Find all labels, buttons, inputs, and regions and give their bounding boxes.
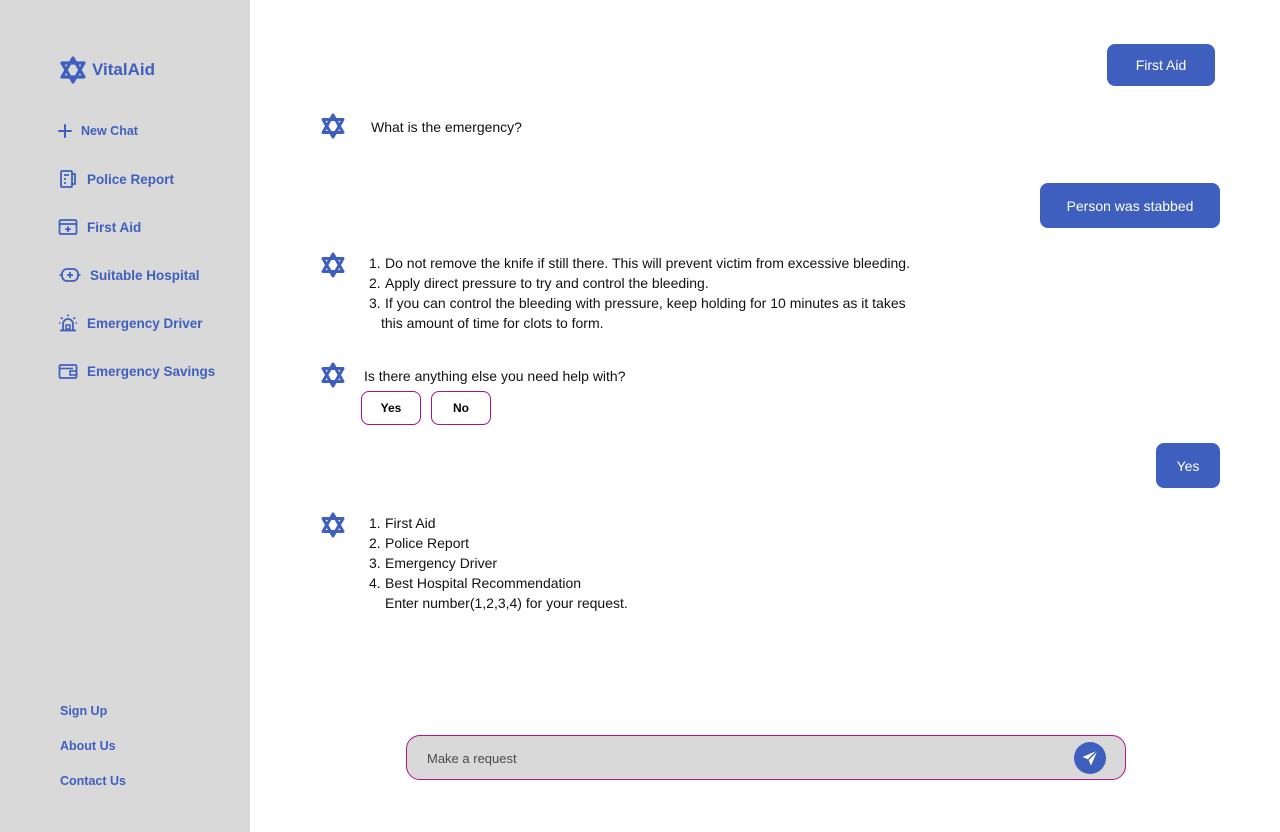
sidebar-item-label: Police Report <box>87 171 175 187</box>
sidebar-item-emergency-driver[interactable] <box>58 313 203 333</box>
composer <box>406 735 1126 780</box>
report-icon <box>58 169 78 189</box>
list-item: 2. Police Report <box>369 535 470 551</box>
sidebar-item-label: First Aid <box>87 219 142 235</box>
brand-logo[interactable] <box>60 56 155 84</box>
request-prompt: Enter number(1,2,3,4) for your request. <box>385 595 628 611</box>
sidebar-item-label: Emergency Driver <box>87 315 203 331</box>
sidebar-item-police-report[interactable] <box>58 169 174 189</box>
sidebar-item-first-aid[interactable] <box>58 217 141 237</box>
send-icon <box>1081 749 1099 767</box>
user-message: Person was stabbed <box>1040 183 1220 228</box>
sidebar <box>0 0 250 832</box>
sign-up-link[interactable]: Sign Up <box>60 704 108 718</box>
sidebar-item-emergency-savings[interactable] <box>58 361 215 381</box>
star-of-life-icon <box>321 512 345 538</box>
star-of-life-icon <box>321 362 345 388</box>
options-list <box>369 513 628 593</box>
list-item: 1. Do not remove the knife if still there. This will prevent victim from excessive bleeding. <box>369 255 910 271</box>
yes-button[interactable]: Yes <box>361 391 421 425</box>
siren-icon <box>58 313 78 333</box>
star-of-life-icon <box>321 252 345 278</box>
list-item: 4. Best Hospital Recommendation <box>369 575 582 591</box>
star-of-life-icon <box>321 113 345 139</box>
sidebar-item-label: Emergency Savings <box>87 363 216 379</box>
hospital-icon <box>59 265 81 285</box>
list-item: 2. Apply direct pressure to try and control the bleeding. <box>369 275 709 291</box>
sidebar-item-suitable-hospital[interactable] <box>59 265 200 285</box>
bot-message: What is the emergency? <box>371 119 522 135</box>
about-us-link[interactable]: About Us <box>60 739 116 753</box>
list-item: 3. Emergency Driver <box>369 555 498 571</box>
wallet-icon <box>58 361 78 381</box>
new-chat-label: New Chat <box>81 124 138 138</box>
bot-question: Is there anything else you need help with? <box>364 368 626 384</box>
first-aid-kit-icon <box>58 217 78 237</box>
star-of-life-icon <box>60 56 86 84</box>
step-continuation: this amount of time for clots to form. <box>381 315 604 331</box>
list-item: 1. First Aid <box>369 515 436 531</box>
send-button[interactable] <box>1074 742 1106 774</box>
sidebar-item-label: Suitable Hospital <box>90 267 200 283</box>
user-message: Yes <box>1156 443 1220 488</box>
request-input[interactable] <box>427 748 1047 768</box>
new-chat-button[interactable] <box>58 124 138 138</box>
brand-name: VitalAid <box>92 60 155 79</box>
bot-message <box>369 513 628 613</box>
contact-us-link[interactable]: Contact Us <box>60 774 126 788</box>
bot-message <box>369 253 910 333</box>
user-message: First Aid <box>1107 44 1215 86</box>
no-button[interactable]: No <box>431 391 491 425</box>
first-aid-steps <box>369 253 910 313</box>
plus-icon <box>58 124 72 138</box>
list-item: 3. If you can control the bleeding with pressure, keep holding for 10 minutes as it takes <box>369 295 906 311</box>
